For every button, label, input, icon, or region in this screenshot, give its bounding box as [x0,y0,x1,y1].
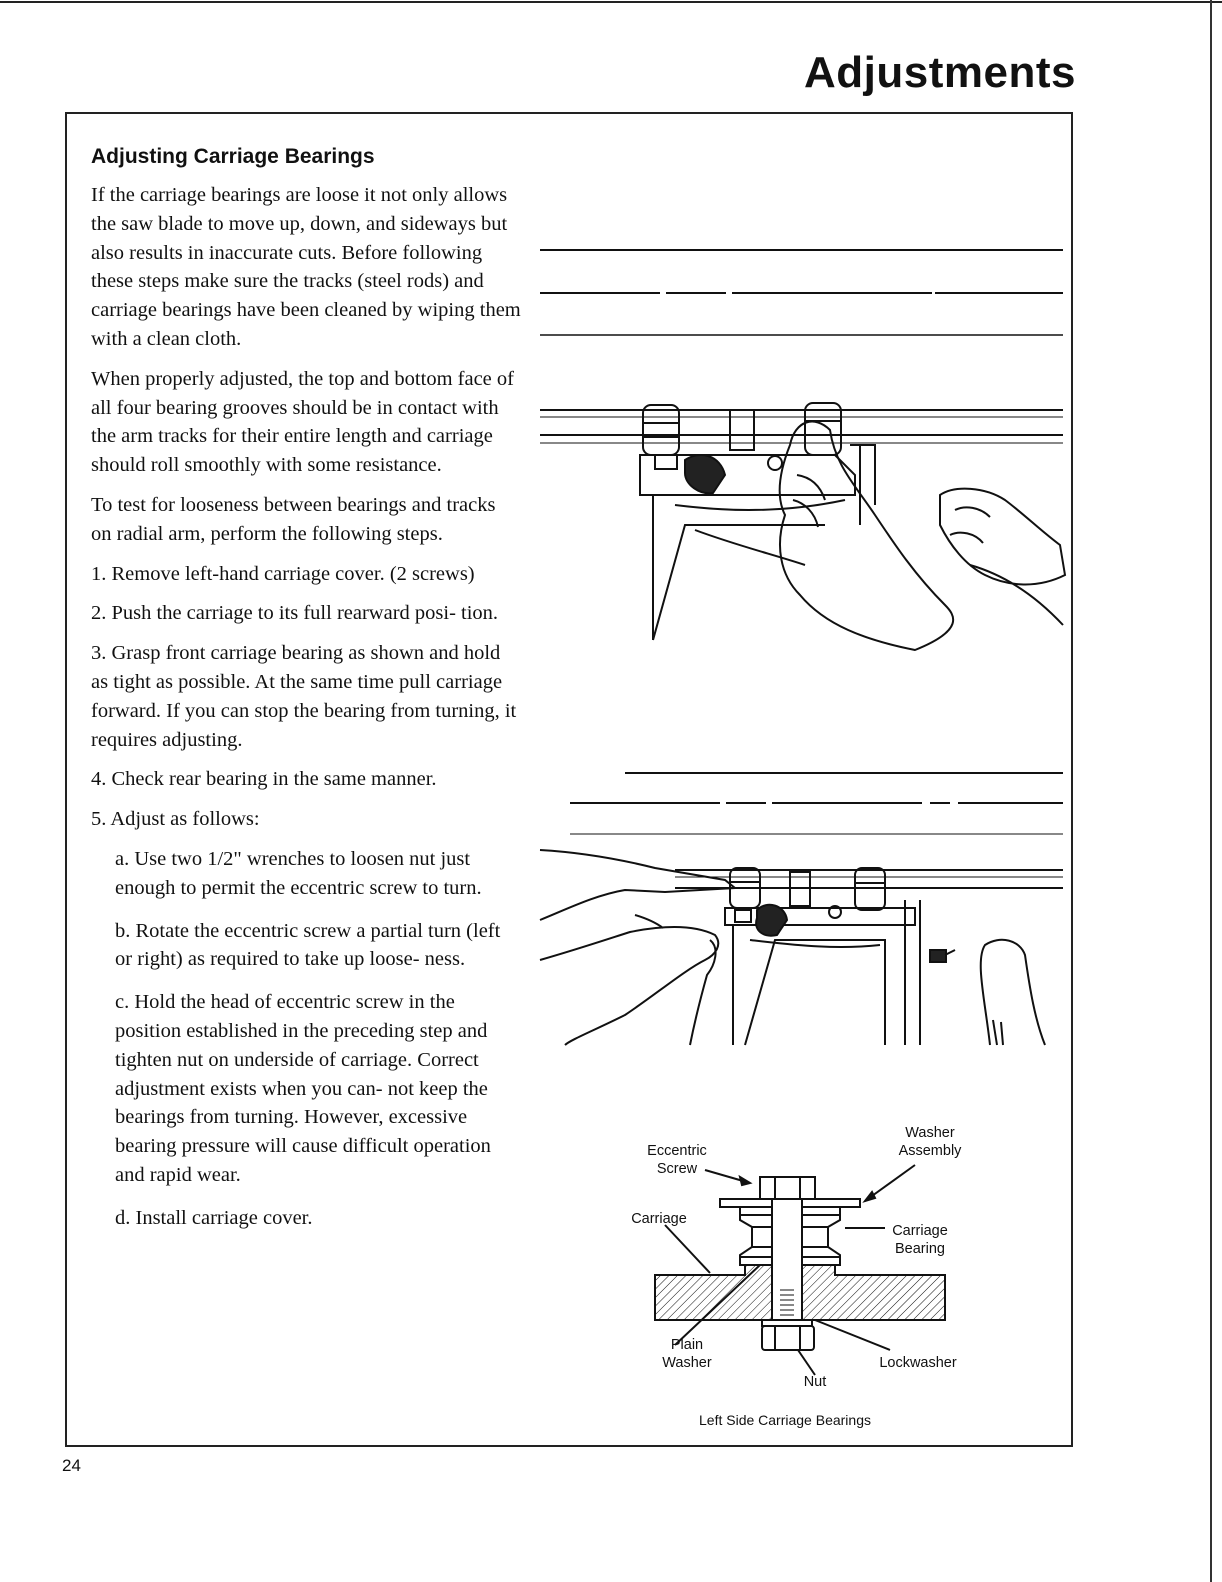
section-heading: Adjusting Carriage Bearings [91,145,375,168]
step-3: 3. Grasp front carriage bearing as shown and hold as tight as possible. At the same time pull carriage forward. If you can stop the bearing from turning, it requires adjusting. [91,642,517,751]
label-lockwasher: Lockwasher [879,1355,957,1371]
label-plain-washer: Plain Washer [662,1337,712,1371]
label-carriage: Carriage [631,1211,687,1227]
adjustment-paragraph: When properly adjusted, the top and bottom face of all four bearing grooves should be in contact with the arm tracks for their entire length and carriage should roll smoothly with some resistance. [91,367,514,477]
instructions-column [91,145,521,1247]
step-2: 2. Push the carriage to its full rearward posi- tion. [91,602,499,625]
substep-d: d. Install carriage cover. [115,1206,313,1229]
label-eccentric-screw: Eccentric Screw [647,1143,707,1177]
page-number: 24 [62,1456,81,1475]
label-carriage-bearing: Carriage Bearing [892,1223,948,1257]
top-rule [0,1,1222,3]
right-edge-rule [1210,0,1212,1582]
intro-paragraph: If the carriage bearings are loose it not only allows the saw blade to move up, down, and sideways but also results in inaccurate cuts. Before following these steps make sure the tracks (steel rods) and carriage bearings have been cleaned by wiping them with a clean cloth. [91,184,521,350]
substep-c: c. Hold the head of eccentric screw in the position established in the preceding step and tighten nut on underside of carriage. Correct adjustment exists when you can- not keep the bearings from turning. However, excessive bearing pressure will cause difficult operation and rapid wear. [115,991,491,1186]
substep-a: a. Use two 1/2" wrenches to loosen nut just enough to permit the eccentric screw to turn. [115,847,482,899]
page-title: Adjustments [804,48,1076,97]
step-4: 4. Check rear bearing in the same manner. [91,768,437,791]
step-5: 5. Adjust as follows: [91,808,260,831]
wrench-adjust-illustration [535,760,1075,1060]
figure-caption: Left Side Carriage Bearings [699,1412,871,1428]
label-nut: Nut [803,1374,827,1390]
substep-b: b. Rotate the eccentric screw a partial turn (left or right) as required to take up loose- ness. [115,919,501,971]
label-washer-assembly: Washer Assembly [898,1125,962,1159]
test-paragraph: To test for looseness between bearings and tracks on radial arm, perform the following steps. [91,493,496,545]
step-1: 1. Remove left-hand carriage cover. (2 screws) [91,562,475,585]
grasp-bearing-illustration [535,245,1075,665]
